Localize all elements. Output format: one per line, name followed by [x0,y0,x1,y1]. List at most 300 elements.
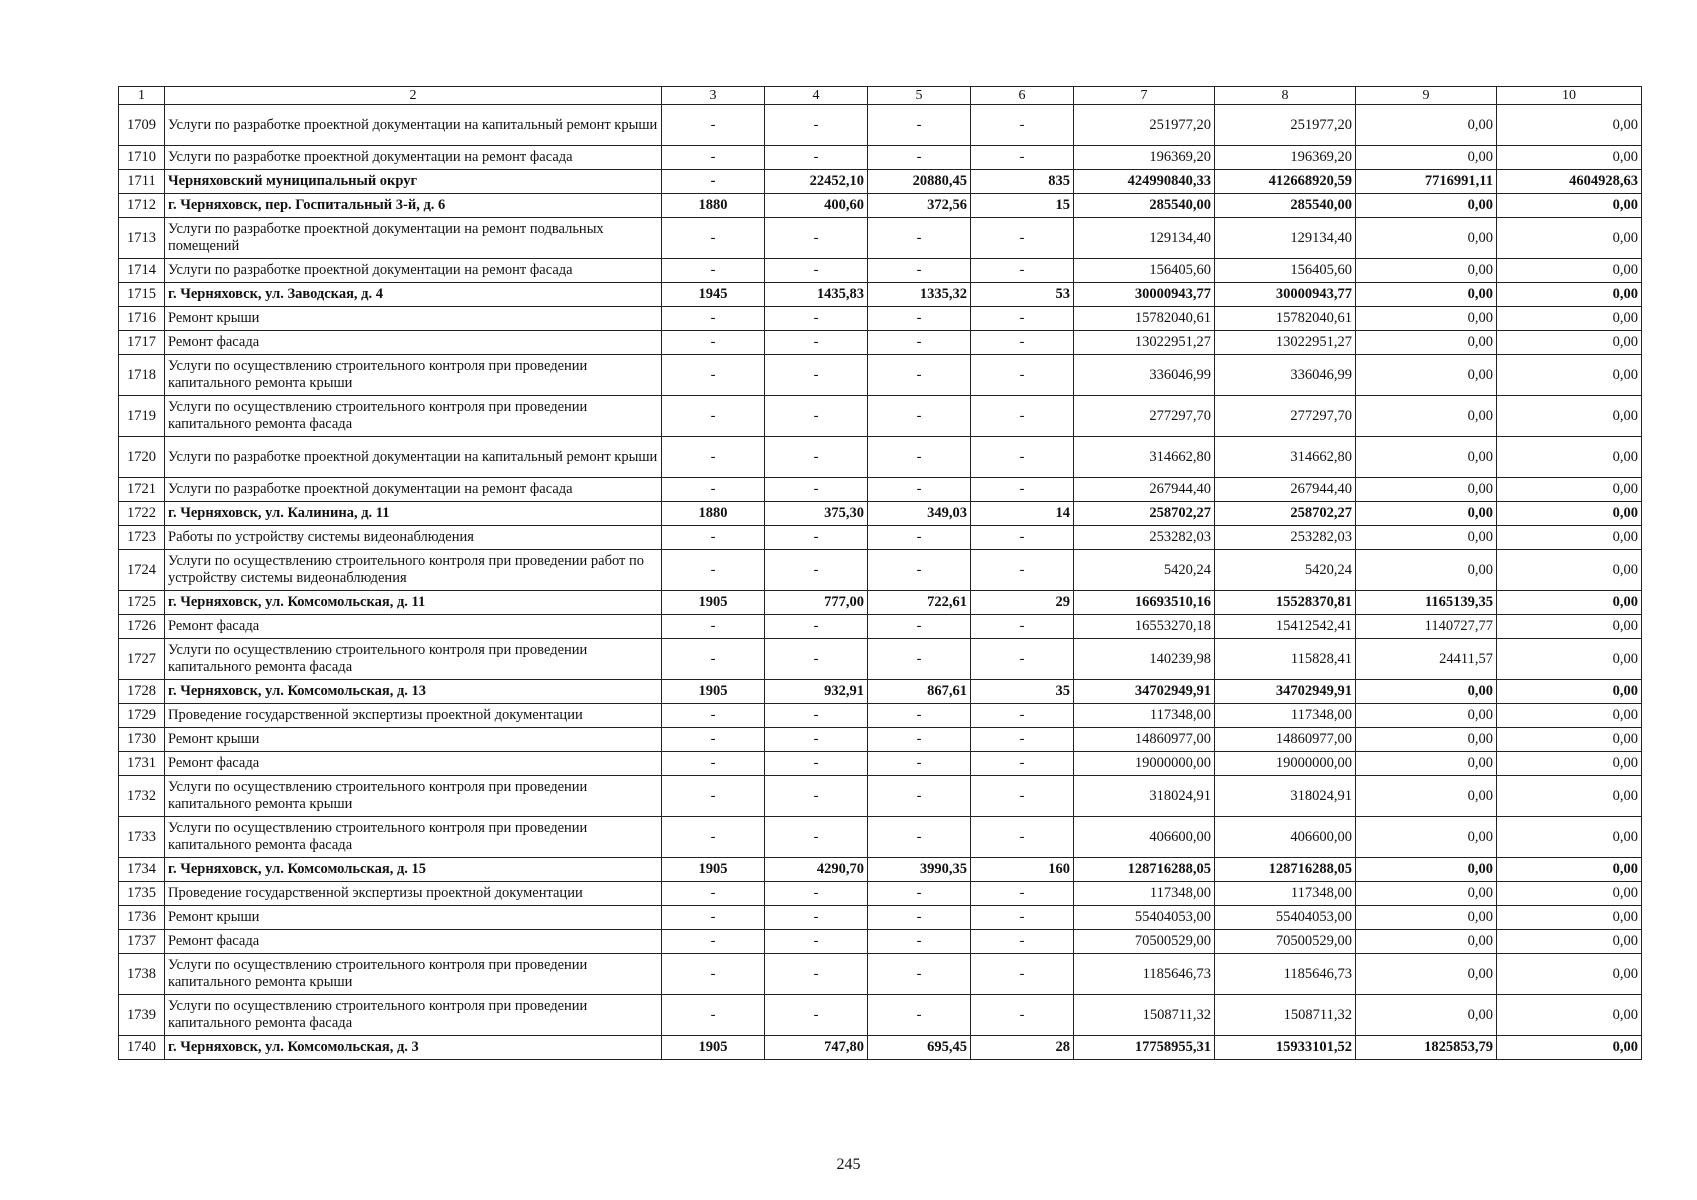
col6-cell: - [971,355,1074,396]
table-row [119,105,1642,146]
col4-cell: - [765,307,868,331]
col3-cell: - [662,954,765,995]
col8-cell: 128716288,05 [1215,858,1356,882]
col7-cell: 336046,99 [1074,355,1215,396]
table-row [119,218,1642,259]
col4-cell: 747,80 [765,1036,868,1060]
col10-cell: 0,00 [1497,283,1642,307]
col10-cell: 0,00 [1497,550,1642,591]
row-number-cell: 1710 [119,146,165,170]
row-number-cell: 1738 [119,954,165,995]
col9-cell: 0,00 [1356,930,1497,954]
col10-cell: 0,00 [1497,954,1642,995]
col4-cell: 4290,70 [765,858,868,882]
col4-cell: - [765,995,868,1036]
col4-cell: - [765,704,868,728]
item-name-cell: Проведение государственной экспертизы проектной документации [165,882,662,906]
col10-cell: 0,00 [1497,307,1642,331]
item-name-cell: Услуги по разработке проектной документации на ремонт подвальных помещений [165,218,662,259]
col10-cell: 0,00 [1497,331,1642,355]
col3-cell: 1945 [662,283,765,307]
col5-cell: - [868,331,971,355]
col7-cell: 251977,20 [1074,105,1215,146]
col4-cell: - [765,478,868,502]
col5-cell: - [868,478,971,502]
col4-cell: - [765,817,868,858]
col10-cell: 0,00 [1497,502,1642,526]
col7-cell: 406600,00 [1074,817,1215,858]
table-row [119,639,1642,680]
col9-cell: 0,00 [1356,283,1497,307]
item-name-cell: Ремонт фасада [165,930,662,954]
col4-cell: - [765,615,868,639]
col5-cell: - [868,259,971,283]
row-number-cell: 1736 [119,906,165,930]
col3-cell: - [662,307,765,331]
table-row [119,930,1642,954]
col7-cell: 15782040,61 [1074,307,1215,331]
table-row-address [119,1036,1642,1060]
col3-cell: - [662,478,765,502]
col3-cell: - [662,882,765,906]
col6-cell: - [971,105,1074,146]
col8-cell: 5420,24 [1215,550,1356,591]
col8-cell: 15528370,81 [1215,591,1356,615]
col3-cell: - [662,170,765,194]
col5-cell: - [868,355,971,396]
col10-cell: 0,00 [1497,259,1642,283]
col4-cell: 400,60 [765,194,868,218]
col10-cell: 0,00 [1497,218,1642,259]
col9-cell: 0,00 [1356,396,1497,437]
col3-cell: - [662,526,765,550]
item-name-cell: Услуги по разработке проектной документации на капитальный ремонт крыши [165,105,662,146]
col9-cell: 0,00 [1356,882,1497,906]
col8-cell: 406600,00 [1215,817,1356,858]
col6-cell: - [971,882,1074,906]
col5-cell: - [868,218,971,259]
table-row [119,550,1642,591]
col3-cell: - [662,906,765,930]
row-number-cell: 1709 [119,105,165,146]
row-number-cell: 1734 [119,858,165,882]
col6-cell: 835 [971,170,1074,194]
col3-cell: - [662,218,765,259]
col4-cell: - [765,728,868,752]
col7-cell: 258702,27 [1074,502,1215,526]
row-number-cell: 1732 [119,776,165,817]
col9-cell: 0,00 [1356,906,1497,930]
col4-cell: - [765,105,868,146]
col4-cell: 22452,10 [765,170,868,194]
row-number-cell: 1737 [119,930,165,954]
col6-cell: - [971,146,1074,170]
column-number-cell: 1 [119,87,165,105]
col3-cell: - [662,615,765,639]
col5-cell: 3990,35 [868,858,971,882]
col4-cell: - [765,218,868,259]
col4-cell: 1435,83 [765,283,868,307]
col8-cell: 1508711,32 [1215,995,1356,1036]
col8-cell: 253282,03 [1215,526,1356,550]
col4-cell: - [765,146,868,170]
col3-cell: - [662,930,765,954]
col8-cell: 251977,20 [1215,105,1356,146]
col9-cell: 0,00 [1356,259,1497,283]
col8-cell: 412668920,59 [1215,170,1356,194]
col9-cell: 0,00 [1356,218,1497,259]
col6-cell: - [971,954,1074,995]
col10-cell: 0,00 [1497,437,1642,478]
column-number-cell: 6 [971,87,1074,105]
table-row [119,906,1642,930]
item-name-cell: г. Черняховск, ул. Комсомольская, д. 13 [165,680,662,704]
col9-cell: 0,00 [1356,105,1497,146]
item-name-cell: Услуги по осуществлению строительного контроля при проведении капитального ремонта крыши [165,954,662,995]
item-name-cell: Услуги по разработке проектной документации на ремонт фасада [165,259,662,283]
row-number-cell: 1714 [119,259,165,283]
col10-cell: 0,00 [1497,639,1642,680]
col7-cell: 156405,60 [1074,259,1215,283]
col7-cell: 34702949,91 [1074,680,1215,704]
col5-cell: - [868,146,971,170]
col9-cell: 0,00 [1356,776,1497,817]
row-number-cell: 1724 [119,550,165,591]
column-number-cell: 9 [1356,87,1497,105]
table-row-address [119,502,1642,526]
col10-cell: 0,00 [1497,478,1642,502]
table-row [119,954,1642,995]
col10-cell: 0,00 [1497,728,1642,752]
col5-cell: - [868,615,971,639]
col3-cell: 1905 [662,858,765,882]
col3-cell: - [662,550,765,591]
table-row [119,331,1642,355]
col7-cell: 19000000,00 [1074,752,1215,776]
column-number-header-row [119,87,1642,105]
col5-cell: 372,56 [868,194,971,218]
col7-cell: 267944,40 [1074,478,1215,502]
row-number-cell: 1718 [119,355,165,396]
col10-cell: 0,00 [1497,906,1642,930]
col4-cell: - [765,906,868,930]
col10-cell: 0,00 [1497,1036,1642,1060]
col8-cell: 13022951,27 [1215,331,1356,355]
col8-cell: 196369,20 [1215,146,1356,170]
item-name-cell: г. Черняховск, ул. Комсомольская, д. 3 [165,1036,662,1060]
col8-cell: 14860977,00 [1215,728,1356,752]
col5-cell: - [868,817,971,858]
table-row [119,259,1642,283]
column-number-cell: 3 [662,87,765,105]
item-name-cell: г. Черняховск, ул. Заводская, д. 4 [165,283,662,307]
col8-cell: 117348,00 [1215,882,1356,906]
col7-cell: 55404053,00 [1074,906,1215,930]
table-row [119,882,1642,906]
col4-cell: - [765,437,868,478]
col3-cell: - [662,437,765,478]
row-number-cell: 1725 [119,591,165,615]
col8-cell: 115828,41 [1215,639,1356,680]
col10-cell: 0,00 [1497,930,1642,954]
col7-cell: 16693510,16 [1074,591,1215,615]
col5-cell: - [868,752,971,776]
col4-cell: - [765,259,868,283]
col4-cell: - [765,331,868,355]
col7-cell: 1185646,73 [1074,954,1215,995]
item-name-cell: Черняховский муниципальный округ [165,170,662,194]
col10-cell: 0,00 [1497,882,1642,906]
col4-cell: 777,00 [765,591,868,615]
col7-cell: 14860977,00 [1074,728,1215,752]
col3-cell: - [662,704,765,728]
table-row-address [119,591,1642,615]
col6-cell: - [971,218,1074,259]
col8-cell: 336046,99 [1215,355,1356,396]
col6-cell: 28 [971,1036,1074,1060]
row-number-cell: 1733 [119,817,165,858]
col5-cell: - [868,396,971,437]
col7-cell: 117348,00 [1074,882,1215,906]
col6-cell: - [971,396,1074,437]
row-number-cell: 1713 [119,218,165,259]
col8-cell: 285540,00 [1215,194,1356,218]
row-number-cell: 1727 [119,639,165,680]
col4-cell: - [765,776,868,817]
table-row [119,817,1642,858]
col5-cell: 695,45 [868,1036,971,1060]
col3-cell: - [662,776,765,817]
col10-cell: 0,00 [1497,146,1642,170]
col7-cell: 196369,20 [1074,146,1215,170]
col3-cell: 1905 [662,591,765,615]
row-number-cell: 1735 [119,882,165,906]
row-number-cell: 1719 [119,396,165,437]
table-row [119,526,1642,550]
col10-cell: 0,00 [1497,704,1642,728]
col3-cell: - [662,331,765,355]
col9-cell: 0,00 [1356,550,1497,591]
item-name-cell: г. Черняховск, пер. Госпитальный 3-й, д. 6 [165,194,662,218]
item-name-cell: Проведение государственной экспертизы проектной документации [165,704,662,728]
col10-cell: 0,00 [1497,752,1642,776]
col9-cell: 0,00 [1356,858,1497,882]
col8-cell: 1185646,73 [1215,954,1356,995]
row-number-cell: 1723 [119,526,165,550]
col8-cell: 15782040,61 [1215,307,1356,331]
col10-cell: 0,00 [1497,526,1642,550]
col9-cell: 0,00 [1356,995,1497,1036]
col9-cell: 0,00 [1356,194,1497,218]
table-row-address [119,170,1642,194]
row-number-cell: 1740 [119,1036,165,1060]
col6-cell: - [971,704,1074,728]
row-number-cell: 1715 [119,283,165,307]
col6-cell: - [971,615,1074,639]
table-row [119,615,1642,639]
col4-cell: - [765,752,868,776]
table-row [119,776,1642,817]
col9-cell: 0,00 [1356,752,1497,776]
col5-cell: - [868,105,971,146]
item-name-cell: Услуги по осуществлению строительного контроля при проведении капитального ремонта фасада [165,396,662,437]
col4-cell: - [765,355,868,396]
row-number-cell: 1711 [119,170,165,194]
col6-cell: - [971,906,1074,930]
item-name-cell: г. Черняховск, ул. Калинина, д. 11 [165,502,662,526]
col10-cell: 0,00 [1497,396,1642,437]
col6-cell: - [971,776,1074,817]
col6-cell: - [971,728,1074,752]
item-name-cell: г. Черняховск, ул. Комсомольская, д. 15 [165,858,662,882]
row-number-cell: 1739 [119,995,165,1036]
col4-cell: 375,30 [765,502,868,526]
col5-cell: - [868,882,971,906]
col7-cell: 17758955,31 [1074,1036,1215,1060]
col6-cell: - [971,930,1074,954]
page-number: 245 [836,1156,861,1173]
col9-cell: 0,00 [1356,728,1497,752]
col9-cell: 7716991,11 [1356,170,1497,194]
col8-cell: 156405,60 [1215,259,1356,283]
item-name-cell: Ремонт крыши [165,307,662,331]
col10-cell: 0,00 [1497,817,1642,858]
col6-cell: 160 [971,858,1074,882]
table-row [119,752,1642,776]
col5-cell: - [868,526,971,550]
table-row [119,995,1642,1036]
col5-cell: - [868,728,971,752]
col8-cell: 15412542,41 [1215,615,1356,639]
item-name-cell: Услуги по осуществлению строительного контроля при проведении работ по устройству системы видеонаблюдения [165,550,662,591]
col7-cell: 318024,91 [1074,776,1215,817]
col9-cell: 0,00 [1356,437,1497,478]
table-row [119,396,1642,437]
col5-cell: - [868,930,971,954]
item-name-cell: Ремонт фасада [165,615,662,639]
col8-cell: 30000943,77 [1215,283,1356,307]
col6-cell: - [971,437,1074,478]
col5-cell: - [868,437,971,478]
col8-cell: 267944,40 [1215,478,1356,502]
col10-cell: 4604928,63 [1497,170,1642,194]
col9-cell: 0,00 [1356,954,1497,995]
row-number-cell: 1721 [119,478,165,502]
col6-cell: - [971,526,1074,550]
col3-cell: - [662,817,765,858]
col3-cell: - [662,355,765,396]
col8-cell: 277297,70 [1215,396,1356,437]
item-name-cell: Услуги по разработке проектной документации на капитальный ремонт крыши [165,437,662,478]
row-number-cell: 1720 [119,437,165,478]
col5-cell: - [868,639,971,680]
item-name-cell: Услуги по осуществлению строительного контроля при проведении капитального ремонта крыши [165,776,662,817]
col10-cell: 0,00 [1497,105,1642,146]
col5-cell: - [868,906,971,930]
col7-cell: 5420,24 [1074,550,1215,591]
col6-cell: 53 [971,283,1074,307]
table-row [119,355,1642,396]
table-row-address [119,194,1642,218]
col9-cell: 0,00 [1356,146,1497,170]
item-name-cell: Услуги по осуществлению строительного контроля при проведении капитального ремонта фасада [165,995,662,1036]
col4-cell: - [765,526,868,550]
table-row-address [119,858,1642,882]
col8-cell: 19000000,00 [1215,752,1356,776]
row-number-cell: 1716 [119,307,165,331]
col10-cell: 0,00 [1497,995,1642,1036]
item-name-cell: Ремонт крыши [165,728,662,752]
row-number-cell: 1712 [119,194,165,218]
column-number-cell: 5 [868,87,971,105]
table-row [119,478,1642,502]
col3-cell: - [662,639,765,680]
col6-cell: - [971,550,1074,591]
table-row [119,437,1642,478]
col10-cell: 0,00 [1497,591,1642,615]
col8-cell: 129134,40 [1215,218,1356,259]
col9-cell: 1825853,79 [1356,1036,1497,1060]
table-body [119,105,1642,1060]
col3-cell: 1905 [662,1036,765,1060]
col7-cell: 277297,70 [1074,396,1215,437]
row-number-cell: 1731 [119,752,165,776]
row-number-cell: 1722 [119,502,165,526]
col7-cell: 314662,80 [1074,437,1215,478]
col3-cell: 1905 [662,680,765,704]
register-table [118,86,1642,1060]
col7-cell: 13022951,27 [1074,331,1215,355]
col4-cell: - [765,550,868,591]
table-row [119,728,1642,752]
col8-cell: 15933101,52 [1215,1036,1356,1060]
col4-cell: - [765,639,868,680]
item-name-cell: Услуги по осуществлению строительного контроля при проведении капитального ремонта фасада [165,817,662,858]
col6-cell: - [971,259,1074,283]
col3-cell: 1880 [662,502,765,526]
col9-cell: 24411,57 [1356,639,1497,680]
col3-cell: - [662,105,765,146]
item-name-cell: Ремонт крыши [165,906,662,930]
col5-cell: 722,61 [868,591,971,615]
col7-cell: 30000943,77 [1074,283,1215,307]
table-row [119,307,1642,331]
col6-cell: 15 [971,194,1074,218]
item-name-cell: Ремонт фасада [165,752,662,776]
col9-cell: 0,00 [1356,331,1497,355]
col7-cell: 1508711,32 [1074,995,1215,1036]
column-number-cell: 7 [1074,87,1215,105]
item-name-cell: Услуги по осуществлению строительного контроля при проведении капитального ремонта крыши [165,355,662,396]
col3-cell: - [662,728,765,752]
col6-cell: - [971,995,1074,1036]
item-name-cell: Работы по устройству системы видеонаблюдения [165,526,662,550]
col5-cell: - [868,704,971,728]
col8-cell: 318024,91 [1215,776,1356,817]
table-row [119,146,1642,170]
item-name-cell: Ремонт фасада [165,331,662,355]
col3-cell: 1880 [662,194,765,218]
table-row-address [119,680,1642,704]
col7-cell: 70500529,00 [1074,930,1215,954]
col10-cell: 0,00 [1497,776,1642,817]
col9-cell: 0,00 [1356,526,1497,550]
col9-cell: 1165139,35 [1356,591,1497,615]
col6-cell: - [971,331,1074,355]
row-number-cell: 1730 [119,728,165,752]
col9-cell: 0,00 [1356,680,1497,704]
table-row-address [119,283,1642,307]
